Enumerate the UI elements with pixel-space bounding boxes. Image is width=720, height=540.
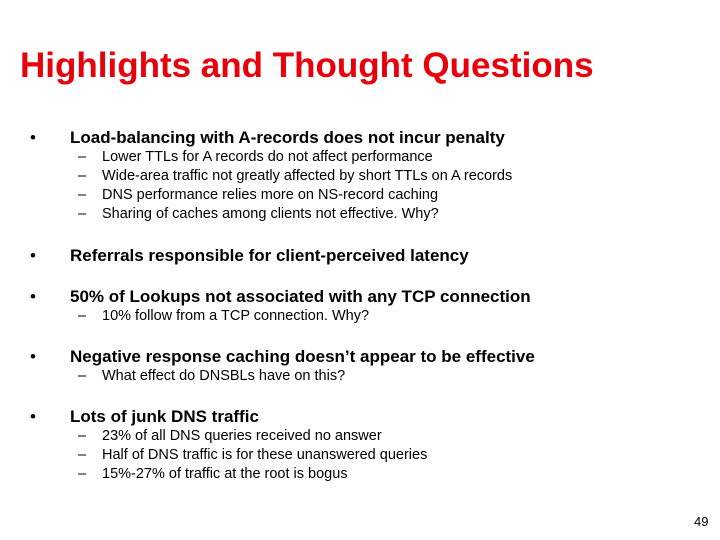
dash-marker: – <box>78 466 87 482</box>
slide-title: Highlights and Thought Questions <box>20 46 594 85</box>
sub-bullet-text: 23% of all DNS queries received no answer <box>102 428 382 444</box>
sub-bullet-text: Sharing of caches among clients not effective. Why? <box>102 206 439 222</box>
bullet-marker: • <box>30 246 36 265</box>
bullet-marker: • <box>30 347 36 366</box>
bullet-text: Negative response caching doesn’t appear to be effective <box>70 347 535 366</box>
dash-marker: – <box>78 447 87 463</box>
dash-marker: – <box>78 187 87 203</box>
sub-bullet-text: 10% follow from a TCP connection. Why? <box>102 308 370 324</box>
bullet-text: 50% of Lookups not associated with any TCP connection <box>70 287 531 306</box>
sub-bullet-text: Wide-area traffic not greatly affected by short TTLs on A records <box>102 168 513 184</box>
sub-bullet-text: Lower TTLs for A records do not affect performance <box>102 149 433 165</box>
dash-marker: – <box>78 168 87 184</box>
sub-bullet-text: Half of DNS traffic is for these unanswered queries <box>102 447 428 463</box>
dash-marker: – <box>78 368 87 384</box>
bullet-text: Load-balancing with A-records does not incur penalty <box>70 128 505 147</box>
dash-marker: – <box>78 428 87 444</box>
bullet-marker: • <box>30 287 36 306</box>
dash-marker: – <box>78 149 87 165</box>
bullet-marker: • <box>30 128 36 147</box>
page-number: 49 <box>694 514 709 529</box>
sub-bullet-text: What effect do DNSBLs have on this? <box>102 368 346 384</box>
bullet-text: Referrals responsible for client-perceived latency <box>70 246 469 265</box>
dash-marker: – <box>78 308 87 324</box>
dash-marker: – <box>78 206 87 222</box>
sub-bullet-text: 15%-27% of traffic at the root is bogus <box>102 466 348 482</box>
bullet-marker: • <box>30 407 36 426</box>
bullet-text: Lots of junk DNS traffic <box>70 407 259 426</box>
sub-bullet-text: DNS performance relies more on NS-record caching <box>102 187 439 203</box>
